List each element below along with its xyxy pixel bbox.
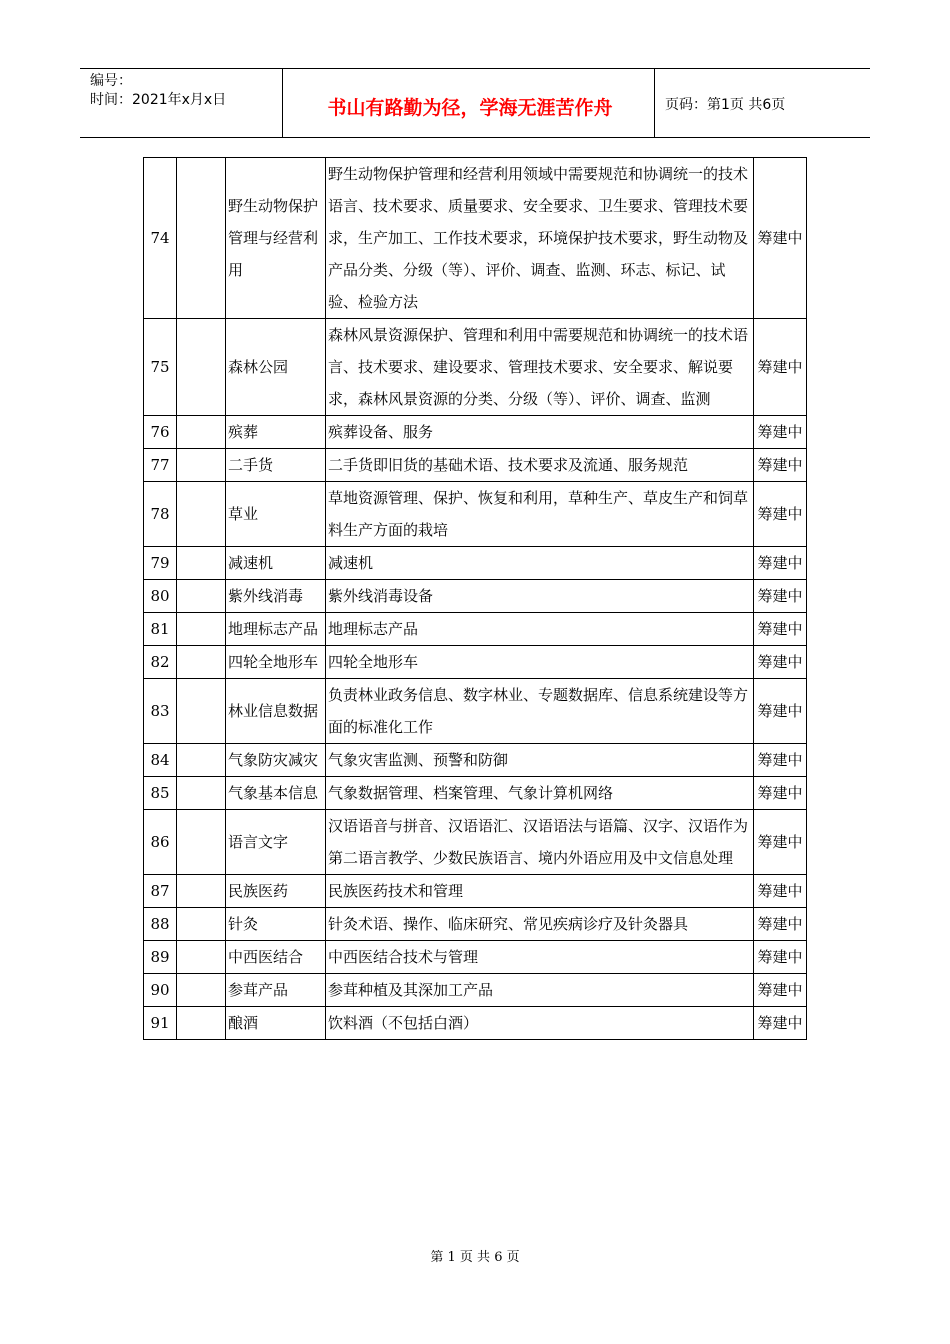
row-scope: 气象数据管理、档案管理、气象计算机网络 xyxy=(326,777,754,810)
row-number: 77 xyxy=(144,449,177,482)
row-blank-cell xyxy=(177,580,226,613)
row-scope: 民族医药技术和管理 xyxy=(326,875,754,908)
row-status: 筹建中 xyxy=(754,1007,807,1040)
row-scope: 汉语语音与拼音、汉语语汇、汉语语法与语篇、汉字、汉语作为第二语言教学、少数民族语言、境内外语应用及中文信息处理 xyxy=(326,810,754,875)
row-number: 87 xyxy=(144,875,177,908)
row-number: 83 xyxy=(144,679,177,744)
doc-code-label: 编号： xyxy=(90,73,132,89)
row-blank-cell xyxy=(177,744,226,777)
row-number: 86 xyxy=(144,810,177,875)
standards-table xyxy=(143,157,807,1040)
table-row xyxy=(144,319,807,416)
row-field: 森林公园 xyxy=(226,319,326,416)
row-number: 91 xyxy=(144,1007,177,1040)
row-blank-cell xyxy=(177,547,226,580)
row-blank-cell xyxy=(177,482,226,547)
row-field: 中西医结合 xyxy=(226,941,326,974)
row-number: 74 xyxy=(144,158,177,319)
row-field: 四轮全地形车 xyxy=(226,646,326,679)
row-blank-cell xyxy=(177,1007,226,1040)
header-divider xyxy=(654,69,655,137)
row-number: 80 xyxy=(144,580,177,613)
table-row xyxy=(144,941,807,974)
row-field: 殡葬 xyxy=(226,416,326,449)
row-blank-cell xyxy=(177,908,226,941)
row-blank-cell xyxy=(177,810,226,875)
row-status: 筹建中 xyxy=(754,449,807,482)
table-row xyxy=(144,613,807,646)
table-row xyxy=(144,1007,807,1040)
row-status: 筹建中 xyxy=(754,580,807,613)
row-number: 84 xyxy=(144,744,177,777)
row-scope: 草地资源管理、保护、恢复和利用，草种生产、草皮生产和饲草料生产方面的栽培 xyxy=(326,482,754,547)
row-blank-cell xyxy=(177,875,226,908)
page-header xyxy=(80,68,870,138)
header-left xyxy=(90,72,226,110)
table-row xyxy=(144,679,807,744)
row-blank-cell xyxy=(177,158,226,319)
row-scope: 森林风景资源保护、管理和利用中需要规范和协调统一的技术语言、技术要求、建设要求、管理技术要求、安全要求、解说要求，森林风景资源的分类、分级（等）、评价、调查、监测 xyxy=(326,319,754,416)
table-row xyxy=(144,416,807,449)
row-status: 筹建中 xyxy=(754,646,807,679)
table-row xyxy=(144,547,807,580)
row-number: 81 xyxy=(144,613,177,646)
row-number: 89 xyxy=(144,941,177,974)
row-number: 82 xyxy=(144,646,177,679)
row-field: 针灸 xyxy=(226,908,326,941)
row-status: 筹建中 xyxy=(754,613,807,646)
row-blank-cell xyxy=(177,646,226,679)
row-status: 筹建中 xyxy=(754,319,807,416)
row-scope: 气象灾害监测、预警和防御 xyxy=(326,744,754,777)
row-blank-cell xyxy=(177,974,226,1007)
row-scope: 针灸术语、操作、临床研究、常见疾病诊疗及针灸器具 xyxy=(326,908,754,941)
row-scope: 中西医结合技术与管理 xyxy=(326,941,754,974)
row-status: 筹建中 xyxy=(754,679,807,744)
row-field: 语言文字 xyxy=(226,810,326,875)
row-scope: 饮料酒（不包括白酒） xyxy=(326,1007,754,1040)
row-field: 林业信息数据 xyxy=(226,679,326,744)
doc-time-label: 时间：2021年x月x日 xyxy=(90,92,227,108)
row-scope: 参茸种植及其深加工产品 xyxy=(326,974,754,1007)
row-field: 气象基本信息 xyxy=(226,777,326,810)
row-field: 地理标志产品 xyxy=(226,613,326,646)
row-scope: 殡葬设备、服务 xyxy=(326,416,754,449)
row-blank-cell xyxy=(177,319,226,416)
header-divider xyxy=(282,69,283,137)
row-status: 筹建中 xyxy=(754,908,807,941)
page-footer: 第 1 页 共 6 页 xyxy=(430,1250,520,1265)
row-number: 79 xyxy=(144,547,177,580)
row-status: 筹建中 xyxy=(754,777,807,810)
row-status: 筹建中 xyxy=(754,547,807,580)
header-motto: 书山有路勤为径，学海无涯苦作舟 xyxy=(327,97,613,119)
table-row xyxy=(144,482,807,547)
row-number: 90 xyxy=(144,974,177,1007)
row-scope: 紫外线消毒设备 xyxy=(326,580,754,613)
header-page-number: 页码：第1页 共6页 xyxy=(665,97,786,113)
table-row xyxy=(144,646,807,679)
row-status: 筹建中 xyxy=(754,416,807,449)
table-row xyxy=(144,777,807,810)
row-field: 草业 xyxy=(226,482,326,547)
row-number: 85 xyxy=(144,777,177,810)
row-field: 二手货 xyxy=(226,449,326,482)
row-field: 紫外线消毒 xyxy=(226,580,326,613)
table-row xyxy=(144,908,807,941)
row-field: 参茸产品 xyxy=(226,974,326,1007)
row-scope: 减速机 xyxy=(326,547,754,580)
row-number: 78 xyxy=(144,482,177,547)
row-field: 减速机 xyxy=(226,547,326,580)
table-row xyxy=(144,744,807,777)
row-scope: 负责林业政务信息、数字林业、专题数据库、信息系统建设等方面的标准化工作 xyxy=(326,679,754,744)
row-blank-cell xyxy=(177,777,226,810)
row-status: 筹建中 xyxy=(754,744,807,777)
row-status: 筹建中 xyxy=(754,482,807,547)
table-row xyxy=(144,810,807,875)
row-blank-cell xyxy=(177,679,226,744)
row-number: 76 xyxy=(144,416,177,449)
row-scope: 野生动物保护管理和经营利用领域中需要规范和协调统一的技术语言、技术要求、质量要求、安全要求、卫生要求、管理技术要求，生产加工、工作技术要求，环境保护技术要求，野生动物及产品分类、分级（等）、评价、调查、监测、环志、标记、试验、检验方法 xyxy=(326,158,754,319)
row-blank-cell xyxy=(177,941,226,974)
row-scope: 二手货即旧货的基础术语、技术要求及流通、服务规范 xyxy=(326,449,754,482)
row-status: 筹建中 xyxy=(754,941,807,974)
row-scope: 四轮全地形车 xyxy=(326,646,754,679)
table-row xyxy=(144,974,807,1007)
row-field: 野生动物保护管理与经营利用 xyxy=(226,158,326,319)
row-blank-cell xyxy=(177,613,226,646)
row-blank-cell xyxy=(177,416,226,449)
table-row xyxy=(144,158,807,319)
table-row xyxy=(144,449,807,482)
row-field: 民族医药 xyxy=(226,875,326,908)
row-status: 筹建中 xyxy=(754,875,807,908)
table-row xyxy=(144,580,807,613)
row-number: 88 xyxy=(144,908,177,941)
row-blank-cell xyxy=(177,449,226,482)
row-field: 气象防灾减灾 xyxy=(226,744,326,777)
row-scope: 地理标志产品 xyxy=(326,613,754,646)
row-number: 75 xyxy=(144,319,177,416)
table-body xyxy=(144,158,807,1040)
row-field: 酿酒 xyxy=(226,1007,326,1040)
table-row xyxy=(144,875,807,908)
row-status: 筹建中 xyxy=(754,974,807,1007)
row-status: 筹建中 xyxy=(754,810,807,875)
row-status: 筹建中 xyxy=(754,158,807,319)
